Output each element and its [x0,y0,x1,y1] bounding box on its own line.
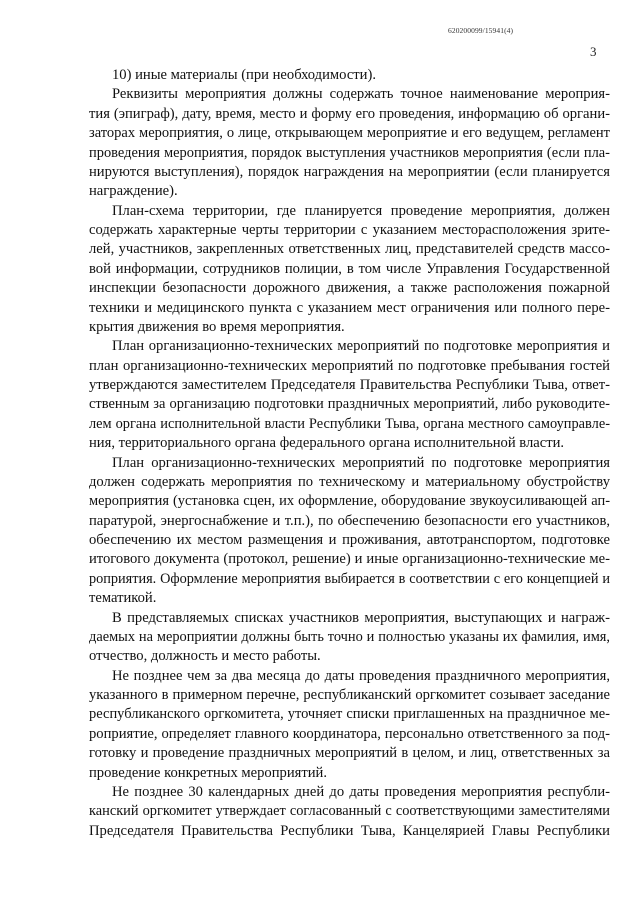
text-line: План-схема территории, где планируется проведение мероприятия, должен [112,202,610,219]
document-code: 620200099/15941(4) [448,26,514,35]
text-line: ния, территориального органа федерального органа исполнительной власти. [89,435,565,452]
text-line: В представляемых списках участников мероприятия, выступающих и награж- [112,609,610,626]
text-line: лей, участников, закрепленных ответственных лиц, представителей средств массо- [89,241,610,258]
text-line: Председателя Правительства Республики Тыва, Канцелярией Главы Республики [89,822,610,839]
text-line: 10) иные материалы (при необходимости). [112,67,376,83]
text-line: мероприятия (установка сцен, их оформление, оборудование звукоусиливающей ап- [89,493,610,510]
text-line: ственным за организацию подготовки праздничных мероприятий, либо руководите- [89,396,610,413]
text-line: готовку и проведение праздничных мероприятий в целом, и лиц, ответственных за [89,745,610,762]
text-line: вой информации, сотрудников полиции, в том числе Управления Государственной [89,260,610,277]
page-number: 3 [590,44,597,59]
text-line: награждение). [89,183,178,200]
text-line: Не позднее 30 календарных дней до даты проведения мероприятия республи- [112,783,610,800]
text-line: план организационно-технических мероприятий по подготовке пребывания гостей [89,357,610,374]
text-line: утверждаются заместителем Председателя Правительства Республики Тыва, ответ- [89,377,610,393]
text-line: роприятия. Оформление мероприятия выбирается в соответствии с его концепцией и [89,570,610,587]
document-body [89,66,610,841]
text-line: тия (эпиграф), дату, время, место и форму его проведения, информацию об органи- [89,105,610,122]
text-line: канский оргкомитет утверждает согласованный с соответствующими заместителями [89,803,610,820]
text-line: заторах мероприятия, о лице, открывающем мероприятие и его ведущем, регламент [89,125,610,142]
text-line: отчество, должность и место работы. [89,648,321,665]
text-line: План организационно-технических мероприятий по подготовке мероприятия и [112,338,610,355]
text-line: техники и медицинского пункта с указанием мест ограничения или полного пере- [89,299,610,316]
text-line: нируются выступления), порядок награждения на мероприятии (если планируется [89,163,610,180]
text-line: инспекции безопасности дорожного движения, а также расположения пожарной [89,280,610,297]
text-line: роприятие, определяет главного координатора, персонально ответственного за под- [89,725,610,742]
text-line: тематикой. [89,590,157,607]
text-line: лем органа исполнительной власти Республики Тыва, органа местного самоуправле- [89,415,610,432]
text-line: республиканского оргкомитета, уточняет списки приглашенных на праздничное ме- [89,706,610,723]
text-line: итогового документа (протокол, решение) и иные организационно-технические ме- [89,551,610,568]
text-line: Не позднее чем за два месяца до даты проведения праздничного мероприятия, [112,667,610,684]
text-line: паратурой, энергоснабжение и т.п.), по обеспечению безопасности его участников, [89,512,610,529]
text-line: проведение конкретных мероприятий. [89,764,327,781]
text-line: содержать характерные черты территории с указанием месторасположения зрите- [89,222,610,238]
text-line: должен содержать мероприятия по техническому и материальному обустройству [89,473,610,490]
text-line: обеспечению их местом размещения и проживания, автотранспортом, подготовке [89,532,610,548]
text-line: указанного в примерном перечне, республиканский оргкомитет созывает заседание [89,687,610,703]
text-line: План организационно-технических мероприятий по подготовке мероприятия [112,454,610,471]
text-line: даемых на мероприятии должны быть точно и полностью указаны их фамилия, имя, [89,628,610,645]
text-line: Реквизиты мероприятия должны содержать точное наименование мероприя- [112,86,610,103]
text-line: проведения мероприятия, порядок выступления участников мероприятия (если пла- [89,144,610,161]
text-line: крытия движения во время мероприятия. [89,318,345,335]
